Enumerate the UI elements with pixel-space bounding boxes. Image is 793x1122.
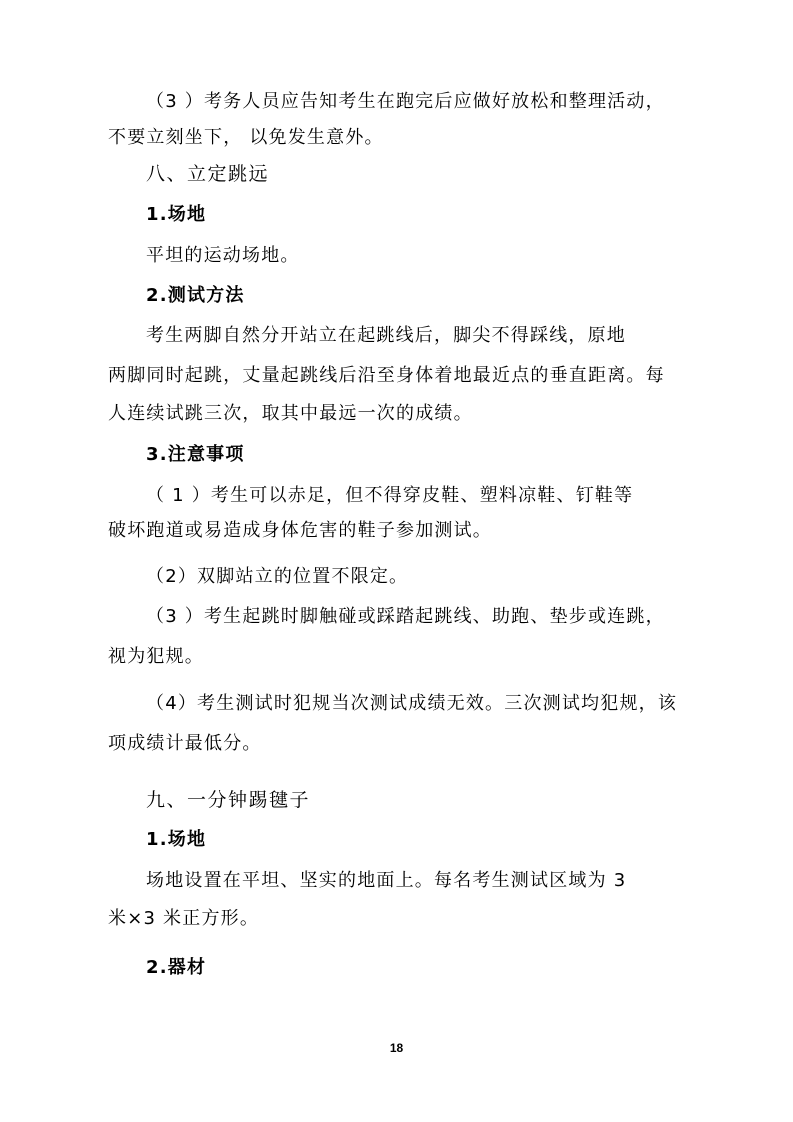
paragraph-line: 不要立刻坐下， 以免发生意外。 — [108, 127, 384, 148]
paragraph-line: 平坦的运动场地。 — [146, 245, 300, 266]
paragraph-line: （3 ）考生起跳时脚触碰或踩踏起跳线、助跑、垫步或连跳， — [146, 606, 665, 627]
paragraph-line: 米×3 米正方形。 — [108, 908, 260, 929]
subsection-heading: 2.器材 — [146, 957, 207, 978]
paragraph-line: 场地设置在平坦、坚实的地面上。每名考生测试区域为 3 — [146, 870, 627, 891]
paragraph-line: 考生两脚自然分开站立在起跳线后，脚尖不得踩线，原地 — [146, 325, 626, 346]
section-heading: 九、一分钟踢毽子 — [146, 789, 311, 811]
subsection-heading: 1.场地 — [146, 204, 207, 225]
paragraph-line: 破坏跑道或易造成身体危害的鞋子参加测试。 — [108, 520, 492, 541]
paragraph-line: （3 ）考务人员应告知考生在跑完后应做好放松和整理活动， — [146, 91, 665, 112]
page-number: 18 — [389, 1041, 404, 1055]
paragraph-line: （ 1 ）考生可以赤足，但不得穿皮鞋、塑料凉鞋、钉鞋等 — [146, 485, 634, 506]
subsection-heading: 2.测试方法 — [146, 285, 245, 306]
paragraph-line: 人连续试跳三次，取其中最远一次的成绩。 — [108, 403, 473, 424]
subsection-heading: 1.场地 — [146, 829, 207, 850]
paragraph-line: （4）考生测试时犯规当次测试成绩无效。三次测试均犯规，该 — [146, 693, 678, 714]
paragraph-line: （2）双脚站立的位置不限定。 — [146, 566, 409, 587]
paragraph-line: 两脚同时起跳，丈量起跳线后沿至身体着地最近点的垂直距离。每 — [108, 365, 665, 386]
section-heading: 八、立定跳远 — [146, 163, 270, 185]
paragraph-line: 项成绩计最低分。 — [108, 733, 262, 754]
subsection-heading: 3.注意事项 — [146, 444, 245, 465]
paragraph-line: 视为犯规。 — [108, 646, 204, 667]
